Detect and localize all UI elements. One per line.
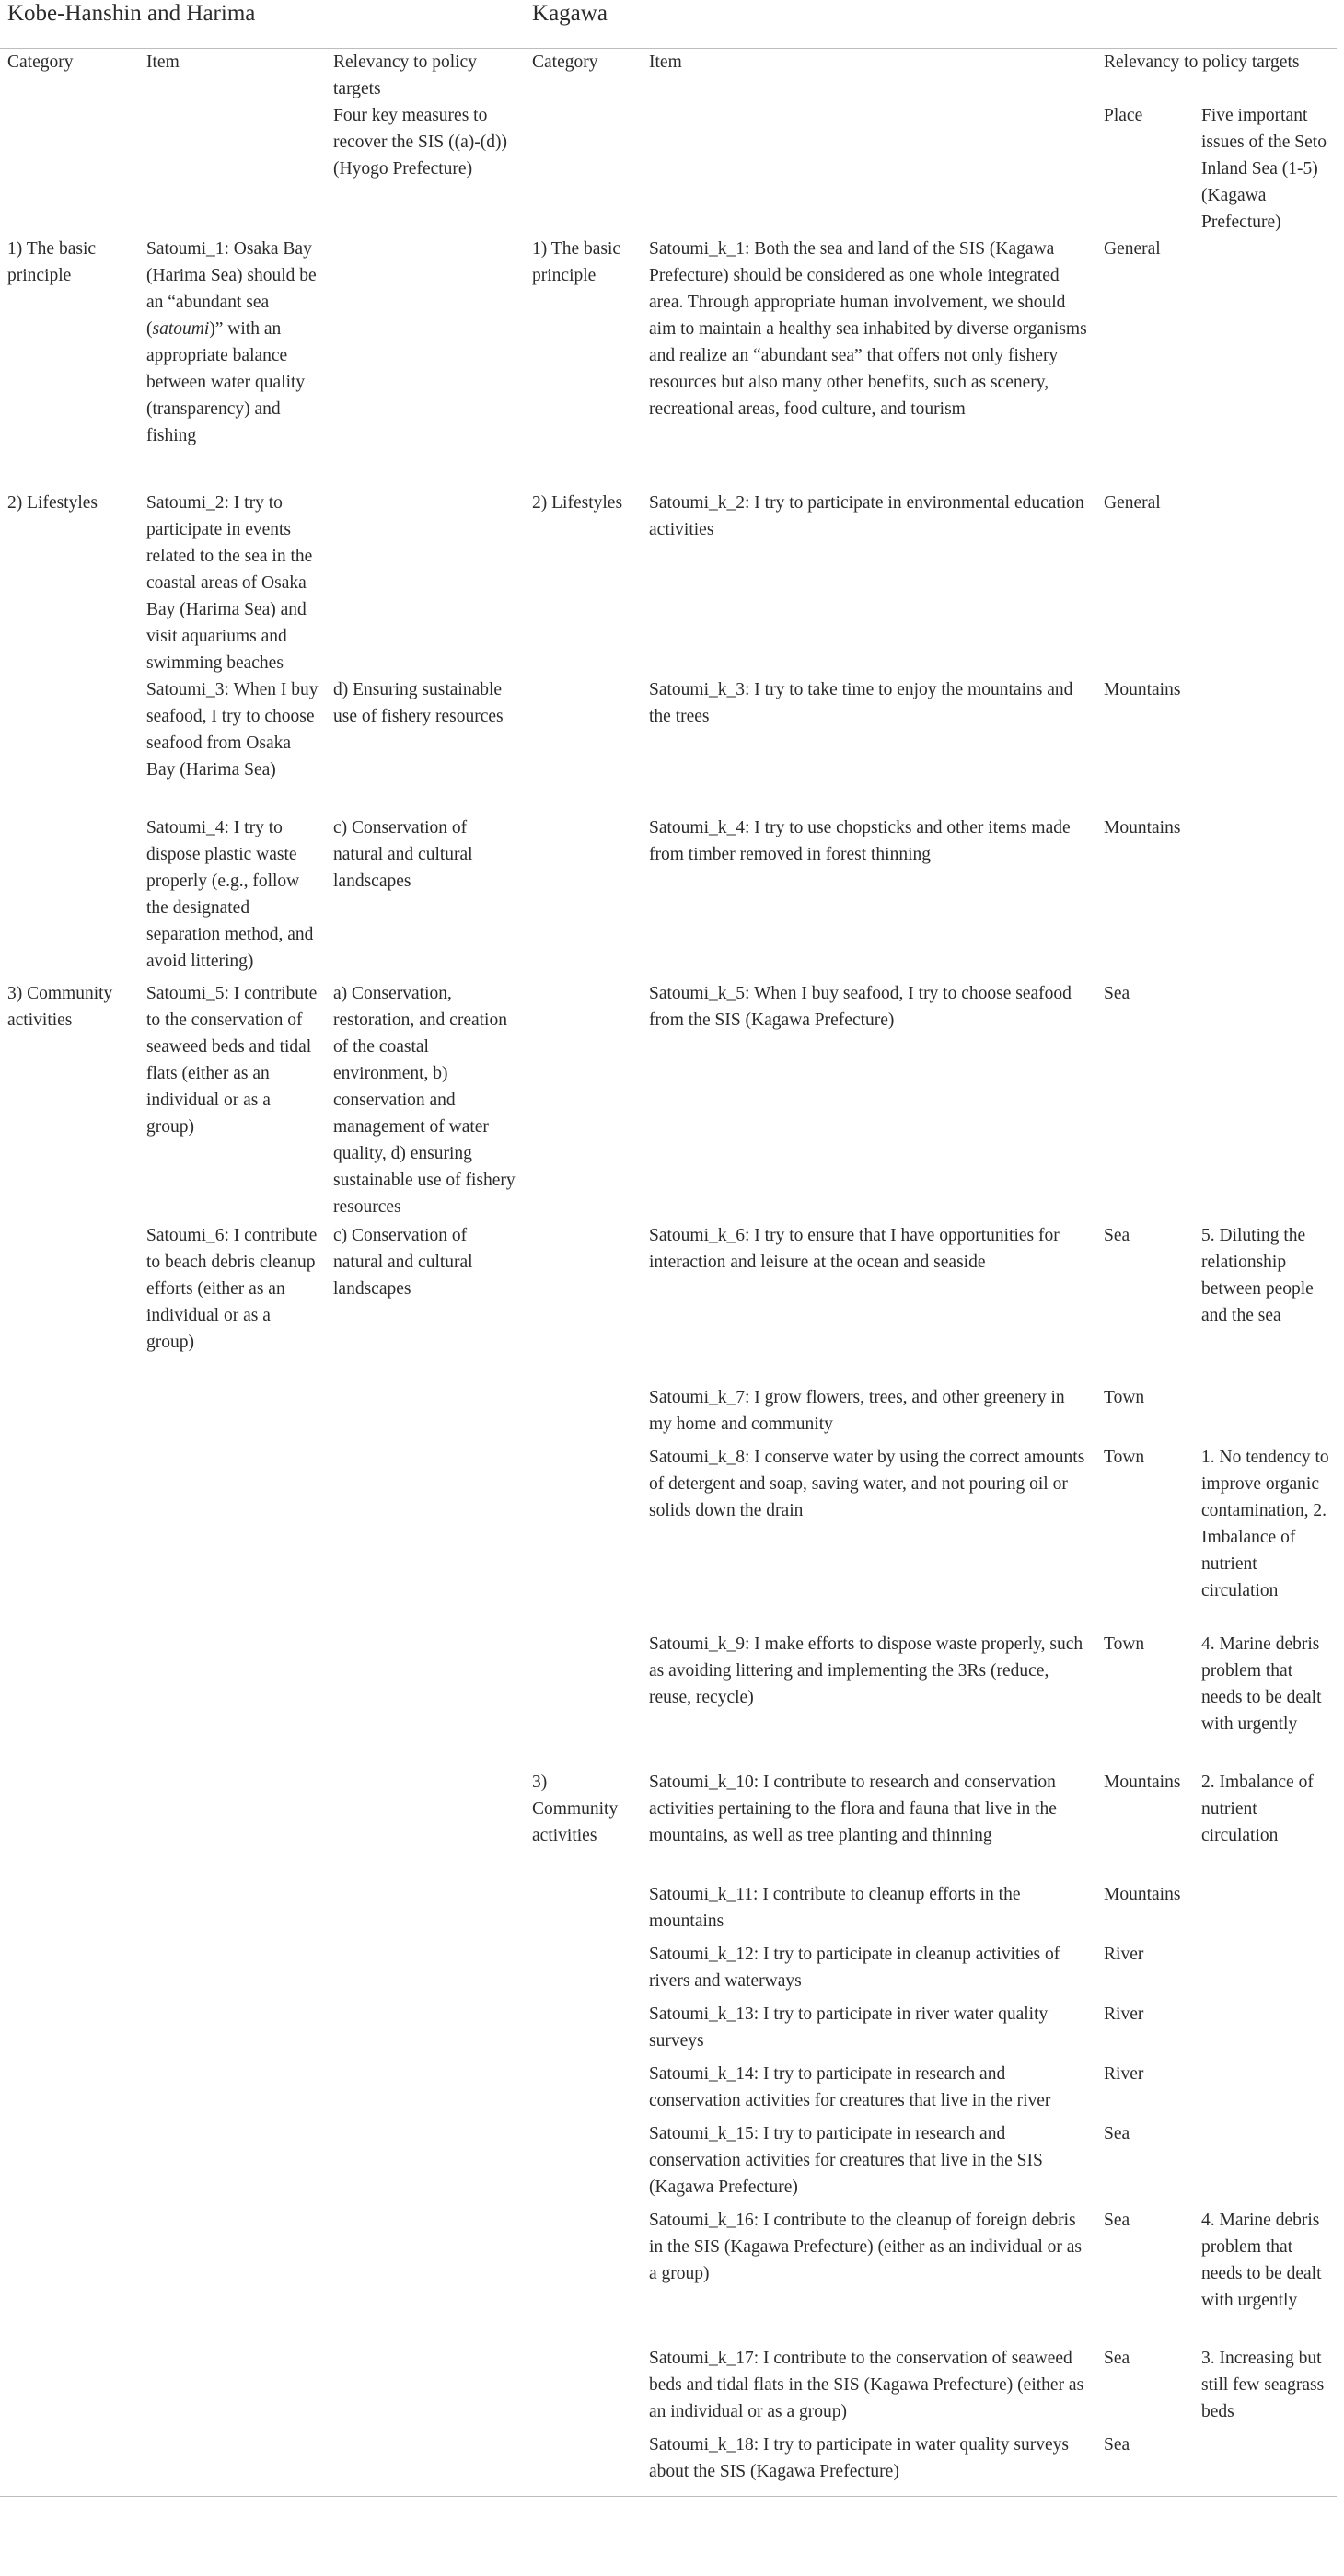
header-relevancy-hyogo: Relevancy to policy targets: [333, 52, 477, 98]
place-k-12: River: [1104, 1945, 1144, 1964]
table-row: [0, 490, 1337, 676]
table-row: [0, 1631, 1337, 1769]
header-four-key-measures: Four key measures to recover the SIS ((a)-(d)) (Hyogo Prefecture): [333, 106, 507, 179]
category-community-activities-hyogo: 3) Community activities: [7, 984, 113, 1030]
item-satoumi-k-9: Satoumi_k_9: I make efforts to dispose waste properly, such as avoiding littering and implementing the 3Rs (reduce, reuse, recycle): [649, 1635, 1083, 1707]
place-k-11: Mountains: [1104, 1885, 1181, 1904]
item-satoumi-k-6: Satoumi_k_6: I try to ensure that I have opportunities for interaction and leisure at the ocean and seaside: [649, 1226, 1060, 1272]
table-row: [0, 814, 1337, 980]
header-place: Place: [1104, 106, 1143, 125]
item-satoumi-k-8: Satoumi_k_8: I conserve water by using the correct amounts of detergent and soap, saving water, and not pouring oil or solids down the drain: [649, 1448, 1085, 1520]
item-satoumi-k-4: Satoumi_k_4: I try to use chopsticks and other items made from timber removed in forest thinning: [649, 818, 1071, 864]
table-row: [0, 236, 1337, 490]
header-category-kagawa: Category: [532, 52, 598, 72]
place-k-14: River: [1104, 2064, 1144, 2084]
category-lifestyles-kagawa: 2) Lifestyles: [532, 493, 623, 513]
table-row: [0, 2345, 1337, 2432]
item-satoumi-k-5: Satoumi_k_5: When I buy seafood, I try to choose seafood from the SIS (Kagawa Prefecture): [649, 984, 1072, 1030]
category-lifestyles-hyogo: 2) Lifestyles: [7, 493, 98, 513]
table-row: [0, 2432, 1337, 2497]
relevancy-satoumi-5: a) Conservation, restoration, and creation of the coastal environment, b) conservation and management of water quality, d) ensuring sustainable use of fishery resources: [333, 984, 516, 1217]
place-k-15: Sea: [1104, 2124, 1130, 2143]
issue-k-16: 4. Marine debris problem that needs to be dealt with urgently: [1201, 2211, 1322, 2310]
place-k-5: Sea: [1104, 984, 1130, 1003]
table-row: [0, 1941, 1337, 2001]
header-item-hyogo: Item: [146, 52, 180, 72]
column-header-row: [0, 49, 1337, 103]
item-satoumi-k-13: Satoumi_k_13: I try to participate in river water quality surveys: [649, 2004, 1049, 2050]
table-row: [0, 2001, 1337, 2061]
item-satoumi-3: Satoumi_3: When I buy seafood, I try to choose seafood from Osaka Bay (Harima Sea): [146, 680, 319, 780]
item-satoumi-k-3: Satoumi_k_3: I try to take time to enjoy the mountains and the trees: [649, 680, 1073, 726]
place-k-7: Town: [1104, 1388, 1145, 1407]
category-community-activities-kagawa: 3) Community activities: [532, 1773, 619, 1845]
place-k-2: General: [1104, 493, 1161, 513]
table-row: [0, 1769, 1337, 1881]
header-item-kagawa: Item: [649, 52, 682, 72]
issue-k-17: 3. Increasing but still few seagrass beds: [1201, 2349, 1325, 2421]
table-row: [0, 1384, 1337, 1444]
item-satoumi-4: Satoumi_4: I try to dispose plastic waste properly (e.g., follow the designated separation method, and avoid littering): [146, 818, 314, 971]
place-k-8: Town: [1104, 1448, 1145, 1467]
item-satoumi-1: Satoumi_1: Osaka Bay (Harima Sea) should be an “abundant sea (satoumi)” with an appropriate balance between water quality (transparency) and fishing: [146, 239, 317, 445]
item-satoumi-k-10: Satoumi_k_10: I contribute to research and conservation activities pertaining to the flora and fauna that live in the mountains, as well as tree planting and thinning: [649, 1773, 1057, 1845]
place-k-9: Town: [1104, 1635, 1145, 1654]
item-satoumi-k-18: Satoumi_k_18: I try to participate in water quality surveys about the SIS (Kagawa Prefecture): [642, 2432, 1096, 2497]
header-relevancy-kagawa: Relevancy to policy targets: [1104, 52, 1300, 72]
place-k-1: General: [1104, 239, 1161, 259]
place-k-18: Sea: [1096, 2432, 1194, 2497]
category-basic-principle-hyogo: 1) The basic principle: [7, 239, 97, 285]
table-row: [0, 1444, 1337, 1631]
table-row: [0, 2061, 1337, 2120]
item-satoumi-k-1: Satoumi_k_1: Both the sea and land of the SIS (Kagawa Prefecture) should be considered as one whole integrated area. Through appropriate human involvement, we should aim to maintain a healthy sea inhabited by diverse organisms and realize an “abundant sea” that offers not only fishery resources but also many other benefits, such as scenery, recreational areas, food culture, and tourism: [649, 239, 1087, 419]
region-title-kagawa: Kagawa: [525, 0, 1337, 49]
place-k-17: Sea: [1104, 2349, 1130, 2368]
table-row: [0, 1881, 1337, 1941]
column-subheader-row: [0, 102, 1337, 236]
item-satoumi-k-12: Satoumi_k_12: I try to participate in cleanup activities of rivers and waterways: [649, 1945, 1060, 1991]
issue-k-6: 5. Diluting the relationship between people and the sea: [1201, 1226, 1314, 1325]
place-k-10: Mountains: [1104, 1773, 1181, 1792]
item-satoumi-k-11: Satoumi_k_11: I contribute to cleanup efforts in the mountains: [649, 1885, 1021, 1931]
item-satoumi-k-16: Satoumi_k_16: I contribute to the cleanup of foreign debris in the SIS (Kagawa Prefecture) (either as an individual or as a group): [649, 2211, 1083, 2283]
item-satoumi-5: Satoumi_5: I contribute to the conservation of seaweed beds and tidal flats (either as an individual or as a group): [146, 984, 318, 1137]
relevancy-satoumi-6: c) Conservation of natural and cultural landscapes: [333, 1226, 473, 1299]
header-category-hyogo: Category: [7, 52, 74, 72]
item-satoumi-k-14: Satoumi_k_14: I try to participate in research and conservation activities for creatures that live in the river: [649, 2064, 1051, 2110]
table-row: [0, 1222, 1337, 1384]
table-row: [0, 980, 1337, 1222]
item-satoumi-6: Satoumi_6: I contribute to beach debris cleanup efforts (either as an individual or as a group): [146, 1226, 318, 1352]
place-k-6: Sea: [1104, 1226, 1130, 1245]
table-row: [0, 676, 1337, 814]
issue-k-10: 2. Imbalance of nutrient circulation: [1201, 1773, 1314, 1845]
place-k-16: Sea: [1104, 2211, 1130, 2230]
table-row: [0, 2207, 1337, 2345]
place-k-4: Mountains: [1104, 818, 1181, 837]
header-five-issues: Five important issues of the Seto Inland Sea (1-5) (Kagawa Prefecture): [1201, 106, 1327, 232]
place-k-13: River: [1104, 2004, 1144, 2024]
region-title-kobe-hanshin-harima: Kobe-Hanshin and Harima: [0, 0, 525, 49]
region-header-row: [0, 0, 1337, 49]
relevancy-satoumi-3: d) Ensuring sustainable use of fishery resources: [333, 680, 504, 726]
item-satoumi-2: Satoumi_2: I try to participate in events related to the sea in the coastal areas of Osaka Bay (Harima Sea) and visit aquariums and swimming beaches: [146, 493, 313, 673]
item-satoumi-k-7: Satoumi_k_7: I grow flowers, trees, and other greenery in my home and community: [649, 1388, 1065, 1434]
issue-k-8: 1. No tendency to improve organic contamination, 2. Imbalance of nutrient circulation: [1201, 1448, 1329, 1600]
place-k-3: Mountains: [1104, 680, 1181, 699]
item-satoumi-k-17: Satoumi_k_17: I contribute to the conservation of seaweed beds and tidal flats in the SIS (Kagawa Prefecture) (either as an individual or as a group): [649, 2349, 1084, 2421]
item-satoumi-k-2: Satoumi_k_2: I try to participate in environmental education activities: [649, 493, 1084, 539]
issue-k-9: 4. Marine debris problem that needs to be dealt with urgently: [1201, 1635, 1322, 1734]
category-basic-principle-kagawa: 1) The basic principle: [532, 239, 621, 285]
relevancy-satoumi-4: c) Conservation of natural and cultural landscapes: [333, 818, 473, 891]
item-satoumi-k-15: Satoumi_k_15: I try to participate in research and conservation activities for creatures that live in the SIS (Kagawa Prefecture): [649, 2124, 1043, 2197]
table-row: [0, 2120, 1337, 2207]
